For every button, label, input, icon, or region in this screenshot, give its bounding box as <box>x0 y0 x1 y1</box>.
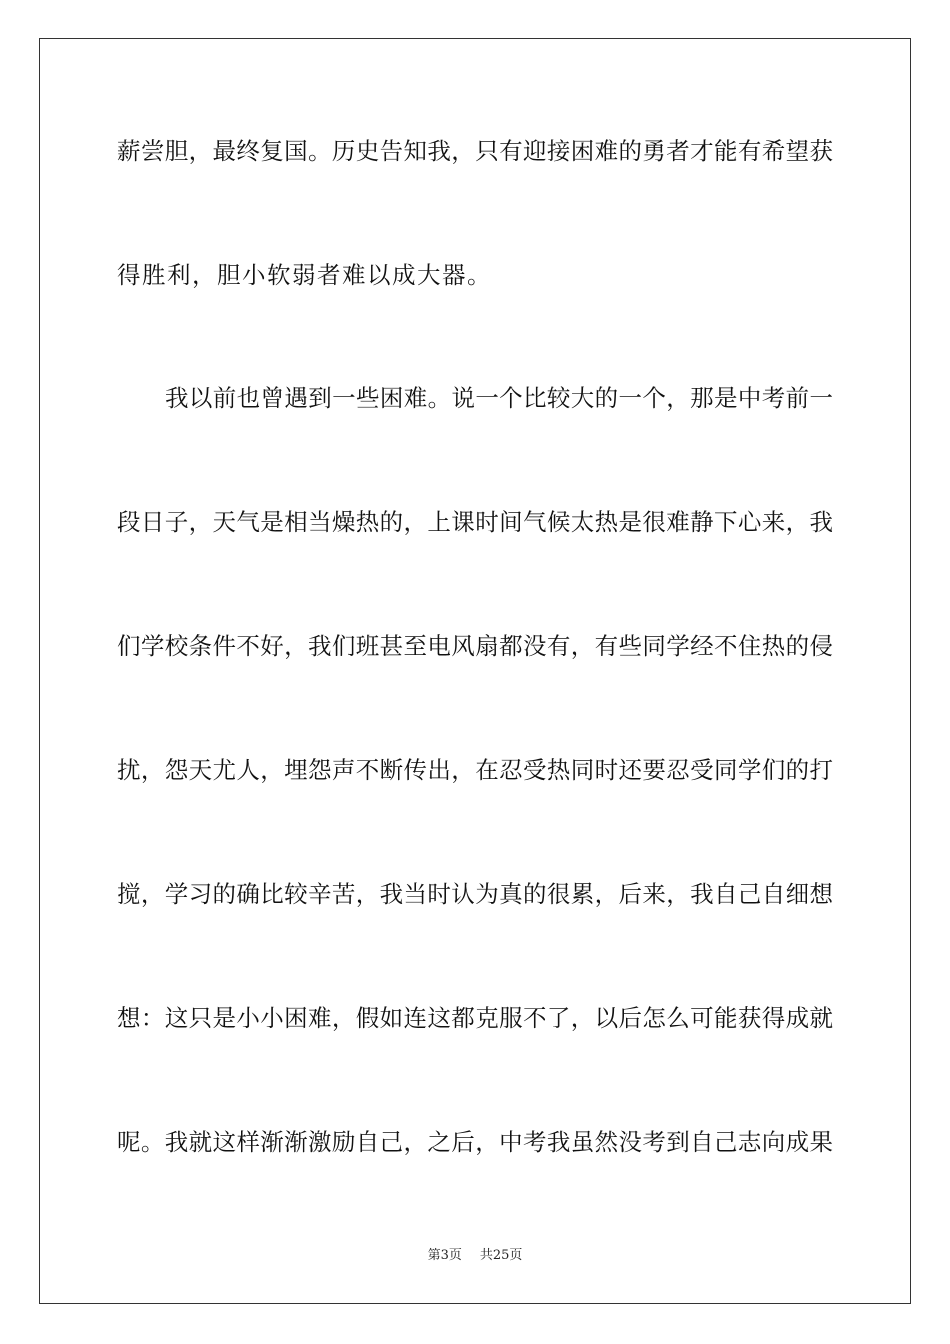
text-line: 呢。我就这样渐渐激励自己，之后，中考我虽然没考到自己志向成果 <box>117 1128 833 1156</box>
text-line: 扰，怨天尤人，埋怨声不断传出，在忍受热同时还要忍受同学们的打 <box>117 756 833 784</box>
page-total: 共25页 <box>479 1248 523 1263</box>
text-line: 搅，学习的确比较辛苦，我当时认为真的很累，后来，我自己自细想 <box>117 880 833 908</box>
page-border <box>39 38 911 1304</box>
text-line: 想：这只是小小困难，假如连这都克服不了，以后怎么可能获得成就 <box>117 1004 833 1032</box>
text-line: 们学校条件不好，我们班甚至电风扇都没有，有些同学经不住热的侵 <box>117 632 833 660</box>
text-line: 得胜利，胆小软弱者难以成大器。 <box>117 261 492 289</box>
page-footer <box>0 1247 950 1265</box>
text-line: 薪尝胆，最终复国。历史告知我，只有迎接困难的勇者才能有希望获 <box>117 137 833 165</box>
paragraph-first-line: 我以前也曾遇到一些困难。说一个比较大的一个，那是中考前一 <box>165 384 833 412</box>
text-line: 段日子，天气是相当燥热的，上课时间气候太热是很难静下心来，我 <box>117 508 833 536</box>
page-number: 第3页 <box>427 1248 462 1263</box>
